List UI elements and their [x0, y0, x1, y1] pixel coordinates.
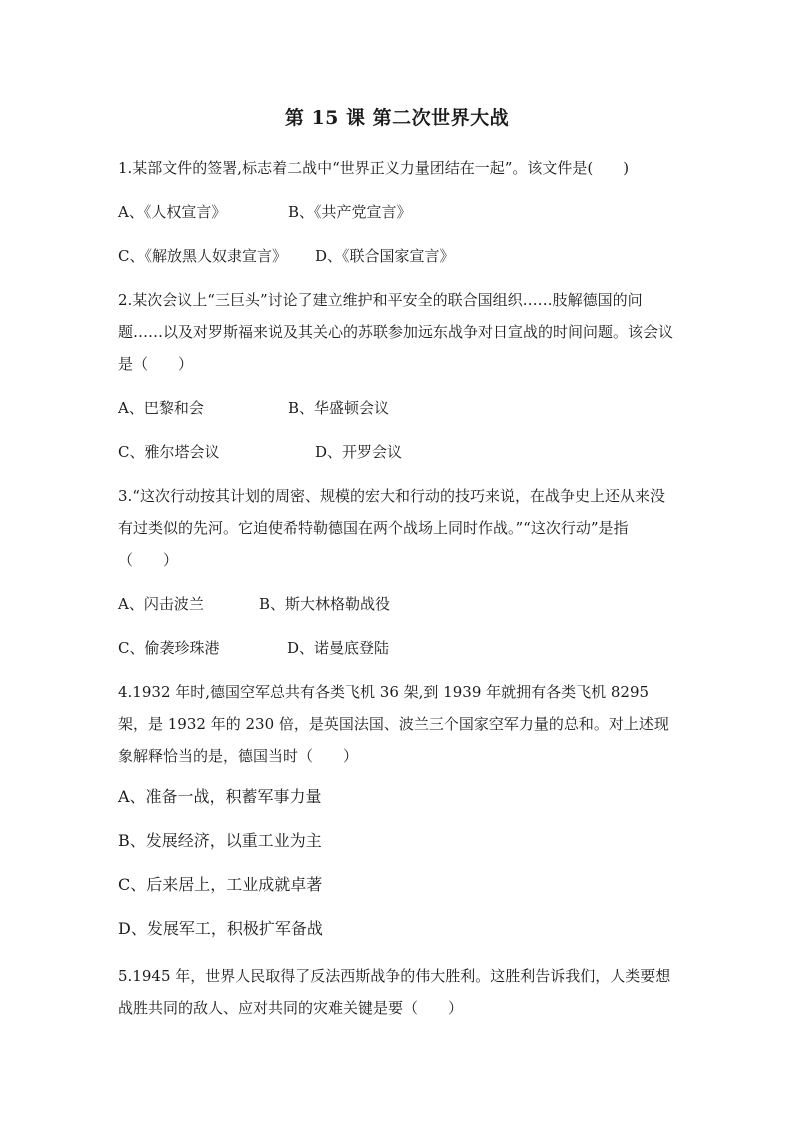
question-3-options	[118, 588, 678, 664]
question-1-option-a: A、《人权宣言》	[118, 203, 227, 221]
question-4-option-d: D、发展军工，积极扩军备战	[118, 919, 323, 938]
question-2-options	[118, 392, 678, 468]
question-2-option-a: A、巴黎和会	[118, 399, 204, 417]
question-4-option-a: A、准备一战，积蓄军事力量	[118, 787, 322, 806]
question-3-option-d: D、诺曼底登陆	[287, 639, 390, 657]
question-2-option-c: C、雅尔塔会议	[118, 443, 220, 461]
question-1-stem: 1.某部文件的签署,标志着二战中“世界正义力量团结在一起”。该文件是( )	[118, 159, 630, 177]
question-4-option-b: B、发展经济，以重工业为主	[118, 831, 322, 850]
question-list	[118, 152, 678, 1036]
question-3-option-c: C、偷袭珍珠港	[118, 639, 220, 657]
question-2-option-b: B、华盛顿会议	[288, 399, 390, 417]
question-3-option-a: A、闪击波兰	[118, 595, 204, 613]
question-3-option-b: B、斯大林格勒战役	[259, 595, 391, 613]
question-1-option-b: B、《共产党宣言》	[288, 203, 412, 221]
page-title: 第 15 课 第二次世界大战	[284, 107, 510, 129]
question-5-stem: 5.1945 年，世界人民取得了反法西斯战争的伟大胜利。这胜利告诉我们，人类要想战胜共同的敌人、应对共同的灾难关键是要（ ）	[118, 967, 671, 1017]
question-2-option-d: D、开罗会议	[315, 443, 403, 461]
question-1-option-d: D、《联合国家宣言》	[315, 247, 455, 265]
question-1-options	[118, 196, 678, 272]
question-4-option-c: C、后来居上，工业成就卓著	[118, 875, 323, 894]
question-1-option-c: C、《解放黑人奴隶宣言》	[118, 247, 287, 265]
question-4-stem: 4.1932 年时,德国空军总共有各类飞机 36 架,到 1939 年就拥有各类飞机 8295 架，是 1932 年的 230 倍，是英国法国、波兰三个国家空军力量的总和。对上述现象解释恰当的是，德国当时（ ）	[118, 683, 669, 765]
question-3-stem: 3.“这次行动按其计划的周密、规模的宏大和行动的技巧来说，在战争史上还从来没有过类似的先河。它迫使希特勒德国在两个战场上同时作战。”“这次行动”是指（ ）	[118, 487, 665, 569]
question-2-stem: 2.某次会议上“三巨头”讨论了建立维护和平安全的联合国组织……肢解德国的问题……以及对罗斯福来说及其关心的苏联参加远东战争对日宣战的时间问题。该会议是（ ）	[118, 291, 674, 373]
